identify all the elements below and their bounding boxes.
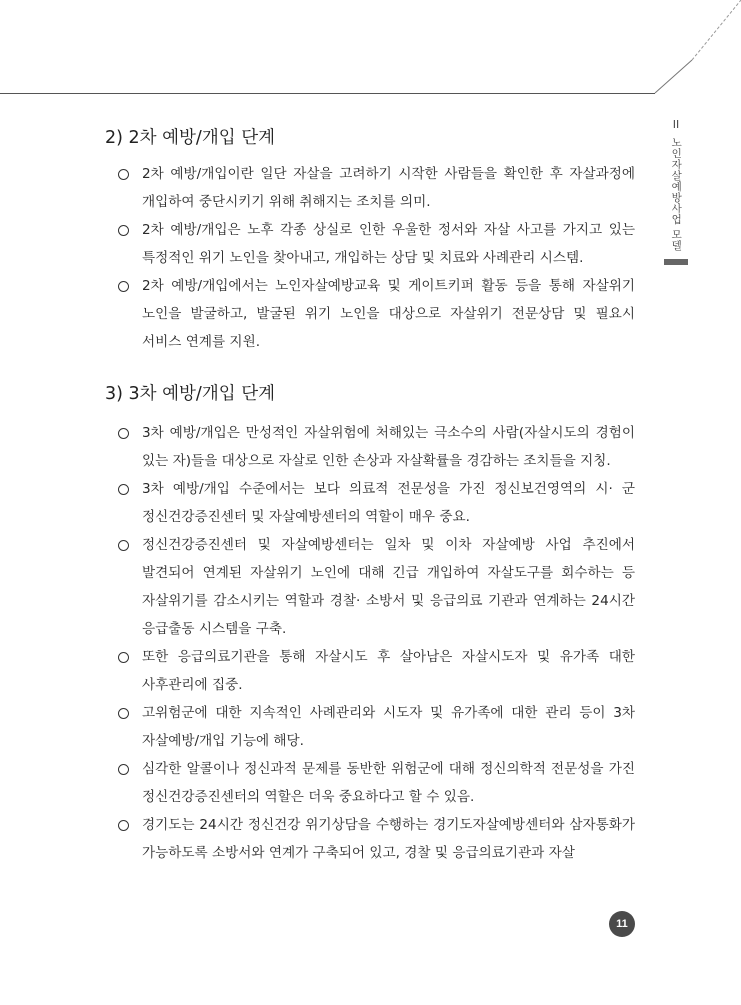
list-item [118,272,635,356]
list-item [118,699,635,755]
list-item [118,419,635,475]
list-item-text: 2차 예방/개입에서는 노인자살예방교육 및 게이트키퍼 활동 등을 통해 자살위기 노인을 발굴하고, 발굴된 위기 노인을 대상으로 자살위기 전문상담 및 필요시 서비스 연계를 지원. [142,278,635,350]
circle-bullet-icon [118,540,129,551]
list-item-text: 또한 응급의료기관을 통해 자살시도 후 살아남은 자살시도자 및 유가족 대한 사후관리에 집중. [142,649,635,693]
list-item-text: 정신건강증진센터 및 자살예방센터는 일차 및 이차 자살예방 사업 추진에서 발견되어 연계된 자살위기 노인에 대해 긴급 개입하여 자살도구를 회수하는 등 자살위기를 감소시키는 역할과 경찰· 소방서 및 응급의료 기관과 연계하는 24시간 응급출동 시스템을 구축. [142,537,635,637]
list-item [118,216,635,272]
section-3-list [118,419,635,867]
circle-bullet-icon [118,225,129,236]
list-item-text: 3차 예방/개입은 만성적인 자살위험에 처해있는 극소수의 사람(자살시도의 경험이 있는 자)들을 대상으로 자살로 인한 손상과 자살확률을 경감하는 조치들을 지칭. [142,425,635,469]
corner-decoration [650,0,741,100]
list-item-text: 3차 예방/개입 수준에서는 보다 의료적 전문성을 가진 정신보건영역의 시· 군 정신건강증진센터 및 자살예방센터의 역할이 매우 중요. [142,481,635,525]
list-item [118,755,635,811]
circle-bullet-icon [118,652,129,663]
header-rule [0,93,655,94]
list-item-text: 경기도는 24시간 정신건강 위기상담을 수행하는 경기도자살예방센터와 삼자통화가 가능하도록 소방서와 연계가 구축되어 있고, 경찰 및 응급의료기관과 자살 [142,817,635,861]
chapter-marker-bar [664,259,688,265]
circle-bullet-icon [118,281,129,292]
list-item [118,811,635,867]
page-number-badge: 11 [609,911,635,937]
circle-bullet-icon [118,764,129,775]
section-2-title: 2) 2차 예방/개입 단계 [105,128,276,148]
list-item [118,160,635,216]
list-item [118,643,635,699]
circle-bullet-icon [118,820,129,831]
chapter-side-tab [664,118,688,265]
list-item-text: 고위험군에 대한 지속적인 사례관리와 시도자 및 유가족에 대한 관리 등이 3차 자살예방/개입 기능에 해당. [142,705,635,749]
circle-bullet-icon [118,169,129,180]
section-3-title: 3) 3차 예방/개입 단계 [105,384,276,404]
list-item-text: 2차 예방/개입이란 일단 자살을 고려하기 시작한 사람들을 확인한 후 자살과정에 개입하여 중단시키기 위해 취해지는 조치를 의미. [142,166,635,210]
list-item-text: 심각한 알콜이나 정신과적 문제를 동반한 위험군에 대해 정신의학적 전문성을 가진 정신건강증진센터의 역할은 더욱 중요하다고 할 수 있음. [142,761,635,805]
list-item [118,531,635,643]
chapter-title: 노인자살예방사업 모델 [670,137,683,251]
circle-bullet-icon [118,428,129,439]
list-item [118,475,635,531]
chapter-number: II [672,118,680,131]
list-item-text: 2차 예방/개입은 노후 각종 상실로 인한 우울한 정서와 자살 사고를 가지고 있는 특정적인 위기 노인을 찾아내고, 개입하는 상담 및 치료와 사례관리 시스템. [142,222,635,266]
circle-bullet-icon [118,484,129,495]
section-2-list [118,160,635,356]
circle-bullet-icon [118,708,129,719]
